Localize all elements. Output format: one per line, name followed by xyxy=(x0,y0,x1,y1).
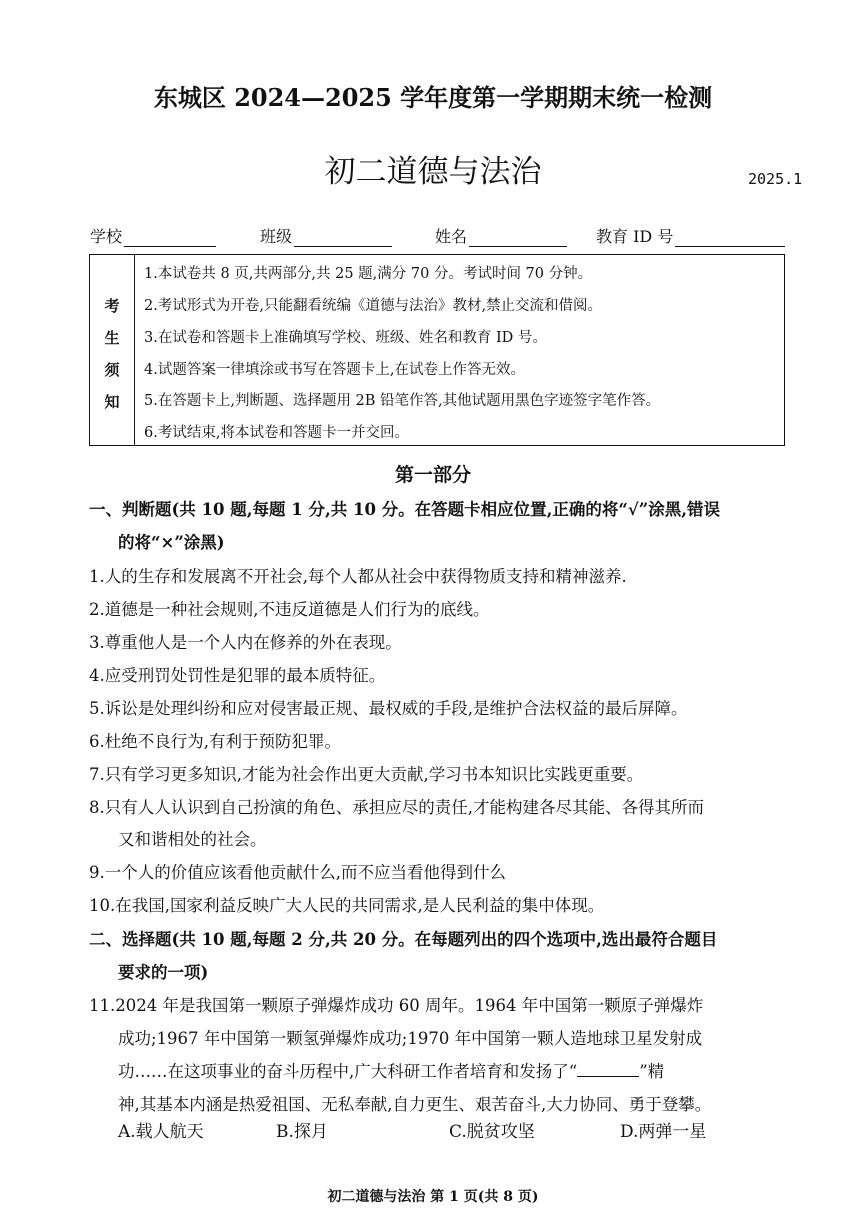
notice-char: 考 xyxy=(104,297,120,315)
judgment-question: 9.一个人的价值应该看他贡献什么,而不应当看他得到什么 xyxy=(89,863,506,882)
name-label: 姓名 xyxy=(435,227,468,246)
id-label: 教育 ID 号 xyxy=(596,227,674,246)
notice-item: 2.考试形式为开卷,只能翻看统编《道德与法治》教材,禁止交流和借阅。 xyxy=(144,298,603,314)
judgment-question: 8.只有人人认识到自己扮演的角色、承担应尽的责任,才能构建各尽其能、各得其所而 xyxy=(89,798,704,817)
option-b[interactable]: B.探月 xyxy=(276,1122,328,1142)
notice-item: 4.试题答案一律填涂或书写在答题卡上,在试卷上作答无效。 xyxy=(144,362,525,378)
option-a[interactable]: A.载人航天 xyxy=(118,1122,204,1142)
name-field[interactable] xyxy=(435,224,567,247)
judgment-question: 3.尊重他人是一个人内在修养的外在表现。 xyxy=(89,633,402,652)
page-footer: 初二道德与法治 第 1 页(共 8 页) xyxy=(327,1189,539,1205)
exam-title: 东城区 2024—2025 学年度第一学期期末统一检测 xyxy=(153,83,713,112)
school-blank[interactable] xyxy=(124,228,216,247)
exam-notice-box xyxy=(89,254,785,446)
option-d[interactable]: D.两弹一星 xyxy=(620,1122,707,1142)
id-blank[interactable] xyxy=(675,228,785,247)
subject-title: 初二道德与法治 xyxy=(324,154,542,190)
judgment-question: 5.诉讼是处理纠纷和应对侵害最正规、最权威的手段,是维护合法权益的最后屏障。 xyxy=(89,699,688,718)
name-blank[interactable] xyxy=(469,228,567,247)
option-c[interactable]: C.脱贫攻坚 xyxy=(449,1122,535,1142)
section1-heading: 一、判断题(共 10 题,每题 1 分,共 10 分。在答题卡相应位置,正确的将“√”涂黑,错误 xyxy=(89,500,720,519)
judgment-question-cont: 又和谐相处的社会。 xyxy=(118,830,267,849)
notice-side-label xyxy=(90,255,135,445)
notice-item: 6.考试结束,将本试卷和答题卡一并交回。 xyxy=(144,425,409,441)
question-11-line xyxy=(118,1058,664,1082)
question-11-line: 神,其基本内涵是热爱祖国、无私奉献,自力更生、艰苦奋斗,大力协同、勇于登攀。 xyxy=(118,1095,712,1114)
class-blank[interactable] xyxy=(294,228,392,247)
notice-char: 须 xyxy=(104,361,120,379)
part-title: 第一部分 xyxy=(394,464,471,486)
notice-char: 生 xyxy=(104,329,120,347)
id-field[interactable] xyxy=(596,224,785,247)
exam-date: 2025.1 xyxy=(748,170,803,188)
notice-item: 5.在答题卡上,判断题、选择题用 2B 铅笔作答,其他试题用黑色字迹签字笔作答。 xyxy=(144,393,661,409)
section1-heading-cont: 的将“×”涂黑) xyxy=(118,533,225,552)
class-field[interactable] xyxy=(260,224,392,247)
class-label: 班级 xyxy=(260,227,293,246)
judgment-question: 7.只有学习更多知识,才能为社会作出更大贡献,学习书本知识比实践更重要。 xyxy=(89,765,644,784)
judgment-question: 2.道德是一种社会规则,不违反道德是人们行为的底线。 xyxy=(89,600,490,619)
notice-item: 3.在试卷和答题卡上准确填写学校、班级、姓名和教育 ID 号。 xyxy=(144,330,547,346)
judgment-question: 6.杜绝不良行为,有利于预防犯罪。 xyxy=(89,732,341,751)
question-11-line: 11.2024 年是我国第一颗原子弹爆炸成功 60 周年。1964 年中国第一颗原子弹爆炸 xyxy=(89,996,704,1015)
judgment-question: 1.人的生存和发展离不开社会,每个人都从社会中获得物质支持和精神滋养. xyxy=(89,567,627,586)
question-11-text: 功……在这项事业的奋斗历程中,广大科研工作者培育和发扬了“ xyxy=(118,1062,578,1081)
section2-heading-cont: 要求的一项) xyxy=(118,963,209,982)
notice-item: 1.本试卷共 8 页,共两部分,共 25 题,满分 70 分。考试时间 70 分钟。 xyxy=(144,266,593,282)
notice-char: 知 xyxy=(104,393,120,411)
answer-blank xyxy=(577,1060,639,1077)
question-11-line: 成功;1967 年中国第一颗氢弹爆炸成功;1970 年中国第一颗人造地球卫星发射成 xyxy=(118,1029,703,1048)
school-label: 学校 xyxy=(90,227,123,246)
school-field[interactable] xyxy=(90,224,216,247)
judgment-question: 4.应受刑罚处罚性是犯罪的最本质特征。 xyxy=(89,666,386,685)
judgment-question: 10.在我国,国家利益反映广大人民的共同需求,是人民利益的集中体现。 xyxy=(89,896,605,915)
section2-heading: 二、选择题(共 10 题,每题 2 分,共 20 分。在每题列出的四个选项中,选出最符合题目 xyxy=(89,930,718,949)
question-11-text: ”精 xyxy=(639,1062,665,1081)
